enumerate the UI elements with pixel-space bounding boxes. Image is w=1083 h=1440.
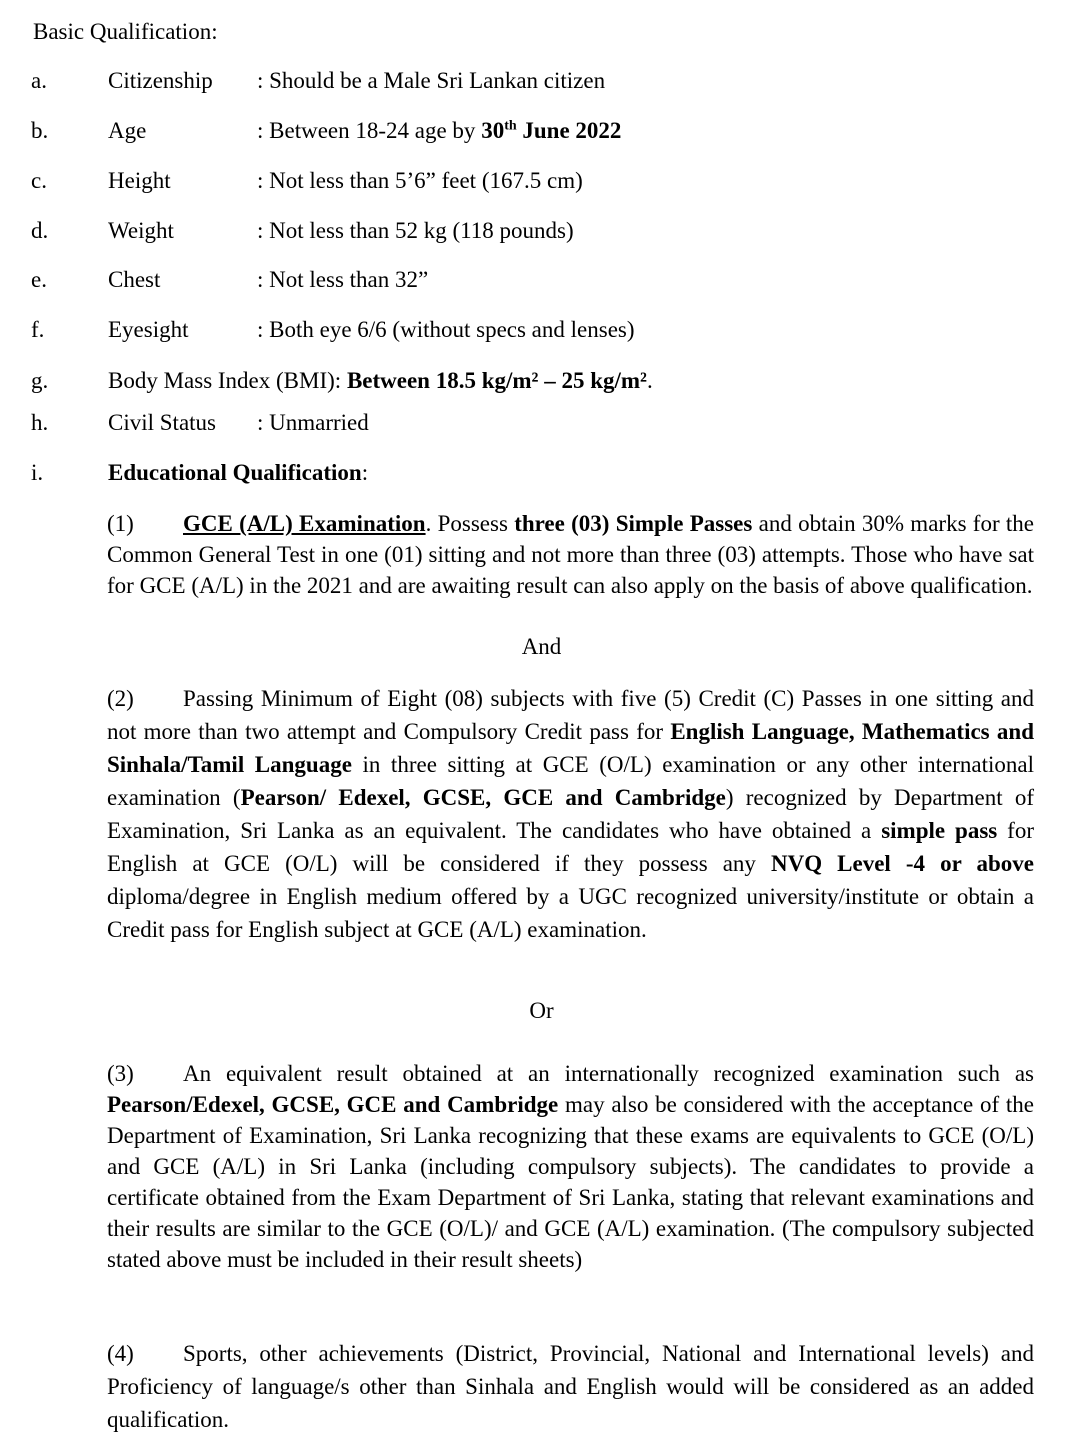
item-letter: b. [31, 118, 49, 143]
item-value-age: : Between 18-24 age by 30th June 2022 [257, 118, 622, 143]
item-letter: g. [31, 368, 49, 393]
item-label-civil-status: Civil Status [108, 410, 216, 435]
item-label-weight: Weight [108, 218, 174, 243]
item-letter: c. [31, 168, 47, 193]
item-bmi: Body Mass Index (BMI): Between 18.5 kg/m² – 25 kg/m². [108, 368, 653, 393]
item-label-citizenship: Citizenship [108, 68, 213, 93]
item-value-citizenship: : Should be a Male Sri Lankan citizen [257, 68, 606, 93]
and-separator: And [521, 634, 562, 659]
item-letter: f. [31, 317, 45, 342]
paragraph-4: (4) Sports, other achievements (District, Provincial, National and International levels) and Proficiency of language/s other than Sinhala and English would will be considered as an added qualification. [107, 1337, 1034, 1436]
item-letter: h. [31, 410, 49, 435]
item-letter: i. [31, 460, 44, 485]
item-letter: a. [31, 68, 47, 93]
item-letter: e. [31, 267, 47, 292]
item-label-age: Age [108, 118, 147, 143]
paragraph-number: (3) [107, 1061, 134, 1086]
item-value-civil-status: : Unmarried [257, 410, 369, 435]
item-value-height: : Not less than 5’6” feet (167.5 cm) [257, 168, 583, 193]
paragraph-1: (1) GCE (A/L) Examination. Possess three (03) Simple Passes and obtain 30% marks for the Common General Test in one (01) sitting and not more than three (03) attempts. Those who have sat for GCE (A/L) in the 2021 and are awaiting result can also apply on the basis of above qualification. [107, 508, 1034, 601]
item-label-height: Height [108, 168, 171, 193]
item-value-eyesight: : Both eye 6/6 (without specs and lenses) [257, 317, 635, 342]
section-heading: Basic Qualification: [33, 19, 218, 44]
item-letter: d. [31, 218, 49, 243]
item-value-weight: : Not less than 52 kg (118 pounds) [257, 218, 574, 243]
paragraph-number: (1) [107, 511, 134, 536]
paragraph-number: (4) [107, 1341, 134, 1366]
item-label-eyesight: Eyesight [108, 317, 189, 342]
paragraph-2: (2) Passing Minimum of Eight (08) subjects with five (5) Credit (C) Passes in one sitting and not more than two attempt and Compulsory Credit pass for English Language, Mathematics and Sinhala/Tamil Language in three sitting at GCE (O/L) examination or any other international examination (Pearson/ Edexel, GCSE, GCE and Cambridge) recognized by Department of Examination, Sri Lanka as an equivalent. The candidates who have obtained a simple pass for English at GCE (O/L) will be considered if they possess any NVQ Level -4 or above diploma/degree in English medium offered by a UGC recognized university/institute or obtain a Credit pass for English subject at GCE (A/L) examination. [107, 682, 1034, 946]
item-label-education: Educational Qualification: [108, 460, 369, 485]
paragraph-3: (3) An equivalent result obtained at an internationally recognized examination such as Pearson/Edexel, GCSE, GCE and Cambridge may also be considered with the acceptance of the Department of Examination, Sri Lanka recognizing that these exams are equivalents to GCE (O/L) and GCE (A/L) in Sri Lanka (including compulsory subjects). The candidates to provide a certificate obtained from the Exam Department of Sri Lanka, stating that relevant examinations and their results are similar to the GCE (O/L)/ and GCE (A/L) examination. (The compulsory subjected stated above must be included in their result sheets) [107, 1058, 1034, 1275]
item-label-chest: Chest [108, 267, 161, 292]
paragraph-number: (2) [107, 686, 134, 711]
or-separator: Or [529, 998, 554, 1023]
item-value-chest: : Not less than 32” [257, 267, 429, 292]
